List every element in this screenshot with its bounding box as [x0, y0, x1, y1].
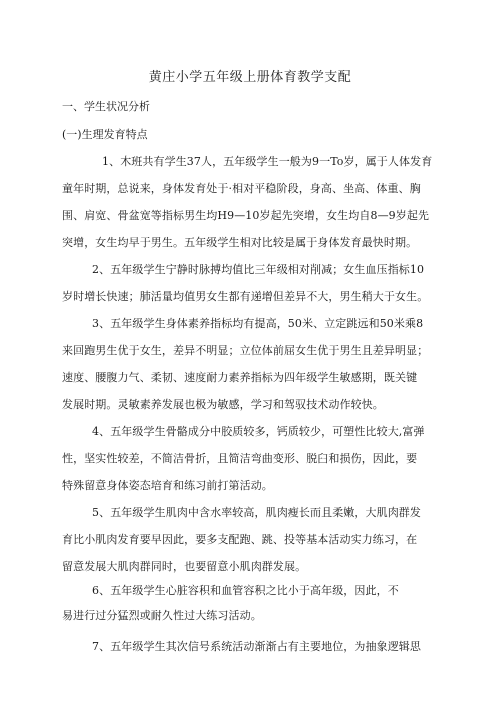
section-heading: 一、学生状况分析 [62, 100, 150, 113]
paragraph-line: 发展时期。灵敏素养发展也极为敏感，学习和驾驭技术动作较快。 [62, 398, 384, 411]
paragraph-line: 速度、腰腹力气、柔韧、速度耐力素养指标为四年级学生敏感期，既关键 [62, 371, 418, 384]
paragraph-line: 4、五年级学生骨骼成分中胶质较多，钙质较少，可塑性比较大,富弹 [92, 425, 425, 438]
paragraph-line: 1、木班共有学生37人，五年级学生一般为9一To岁，属于人体发育 [102, 155, 433, 168]
paragraph-line: 突增，女生均早于男生。五年级学生相对比较是属于身体发育最快时期。 [62, 236, 418, 249]
paragraph-line: 3、五年级学生身体素养指标均有提高，50米、立定跳远和50米乘8 [92, 317, 424, 330]
subsection-heading: (一)生理发育特点 [62, 128, 148, 141]
paragraph-line: 来回跑男生优于女生，差异不明显；立位体前屈女生优于男生且差异明显； [62, 344, 429, 357]
paragraph-line: 6、五年级学生心脏容积和血管容积之比小于高年级，因此，不 [92, 584, 399, 597]
paragraph-line: 围、肩宽、骨盆宽等指标男生均H9—10岁起先突增，女生均自8—9岁起先 [62, 209, 430, 222]
document-title: 黄庄小学五年级上册体育教学支配 [148, 70, 352, 85]
paragraph-line: 5、五年级学生肌肉中含水率较高，肌肉瘦长而且柔嫩，大肌肉群发 [92, 506, 421, 519]
paragraph-line: 2、五年级学生宁静时脉搏均值比三年级相对削减；女生血压指标10 [92, 263, 425, 276]
paragraph-line: 岁时增长快速；肺活量均值男女生都有递增但差异不大，男生稍大于女生。 [62, 290, 429, 303]
paragraph-line: 育比小肌肉发育要早因此，要多支配跑、跳、投等基本活动实力练习，在 [62, 533, 418, 546]
paragraph-line: 7、五年级学生其次信号系统活动渐渐占有主要地位，为抽象逻辑思 [92, 640, 421, 653]
paragraph-line: 性，坚实性较差，不简洁骨折，且简洁弯曲变形、脱臼和损伤，因此，要 [62, 452, 418, 465]
paragraph-line: 童年时期，总说来，身体发育处于·相对平稳阶段，身高、坐高、体重、胸 [62, 182, 421, 195]
paragraph-line: 留意发展大肌肉群同时，也要留意小肌肉群发展。 [62, 560, 307, 573]
paragraph-line: 易进行过分猛烈或耐久性过大练习活动。 [62, 609, 262, 622]
paragraph-line: 特殊留意身体姿态培育和练习前打第活动。 [62, 479, 273, 492]
